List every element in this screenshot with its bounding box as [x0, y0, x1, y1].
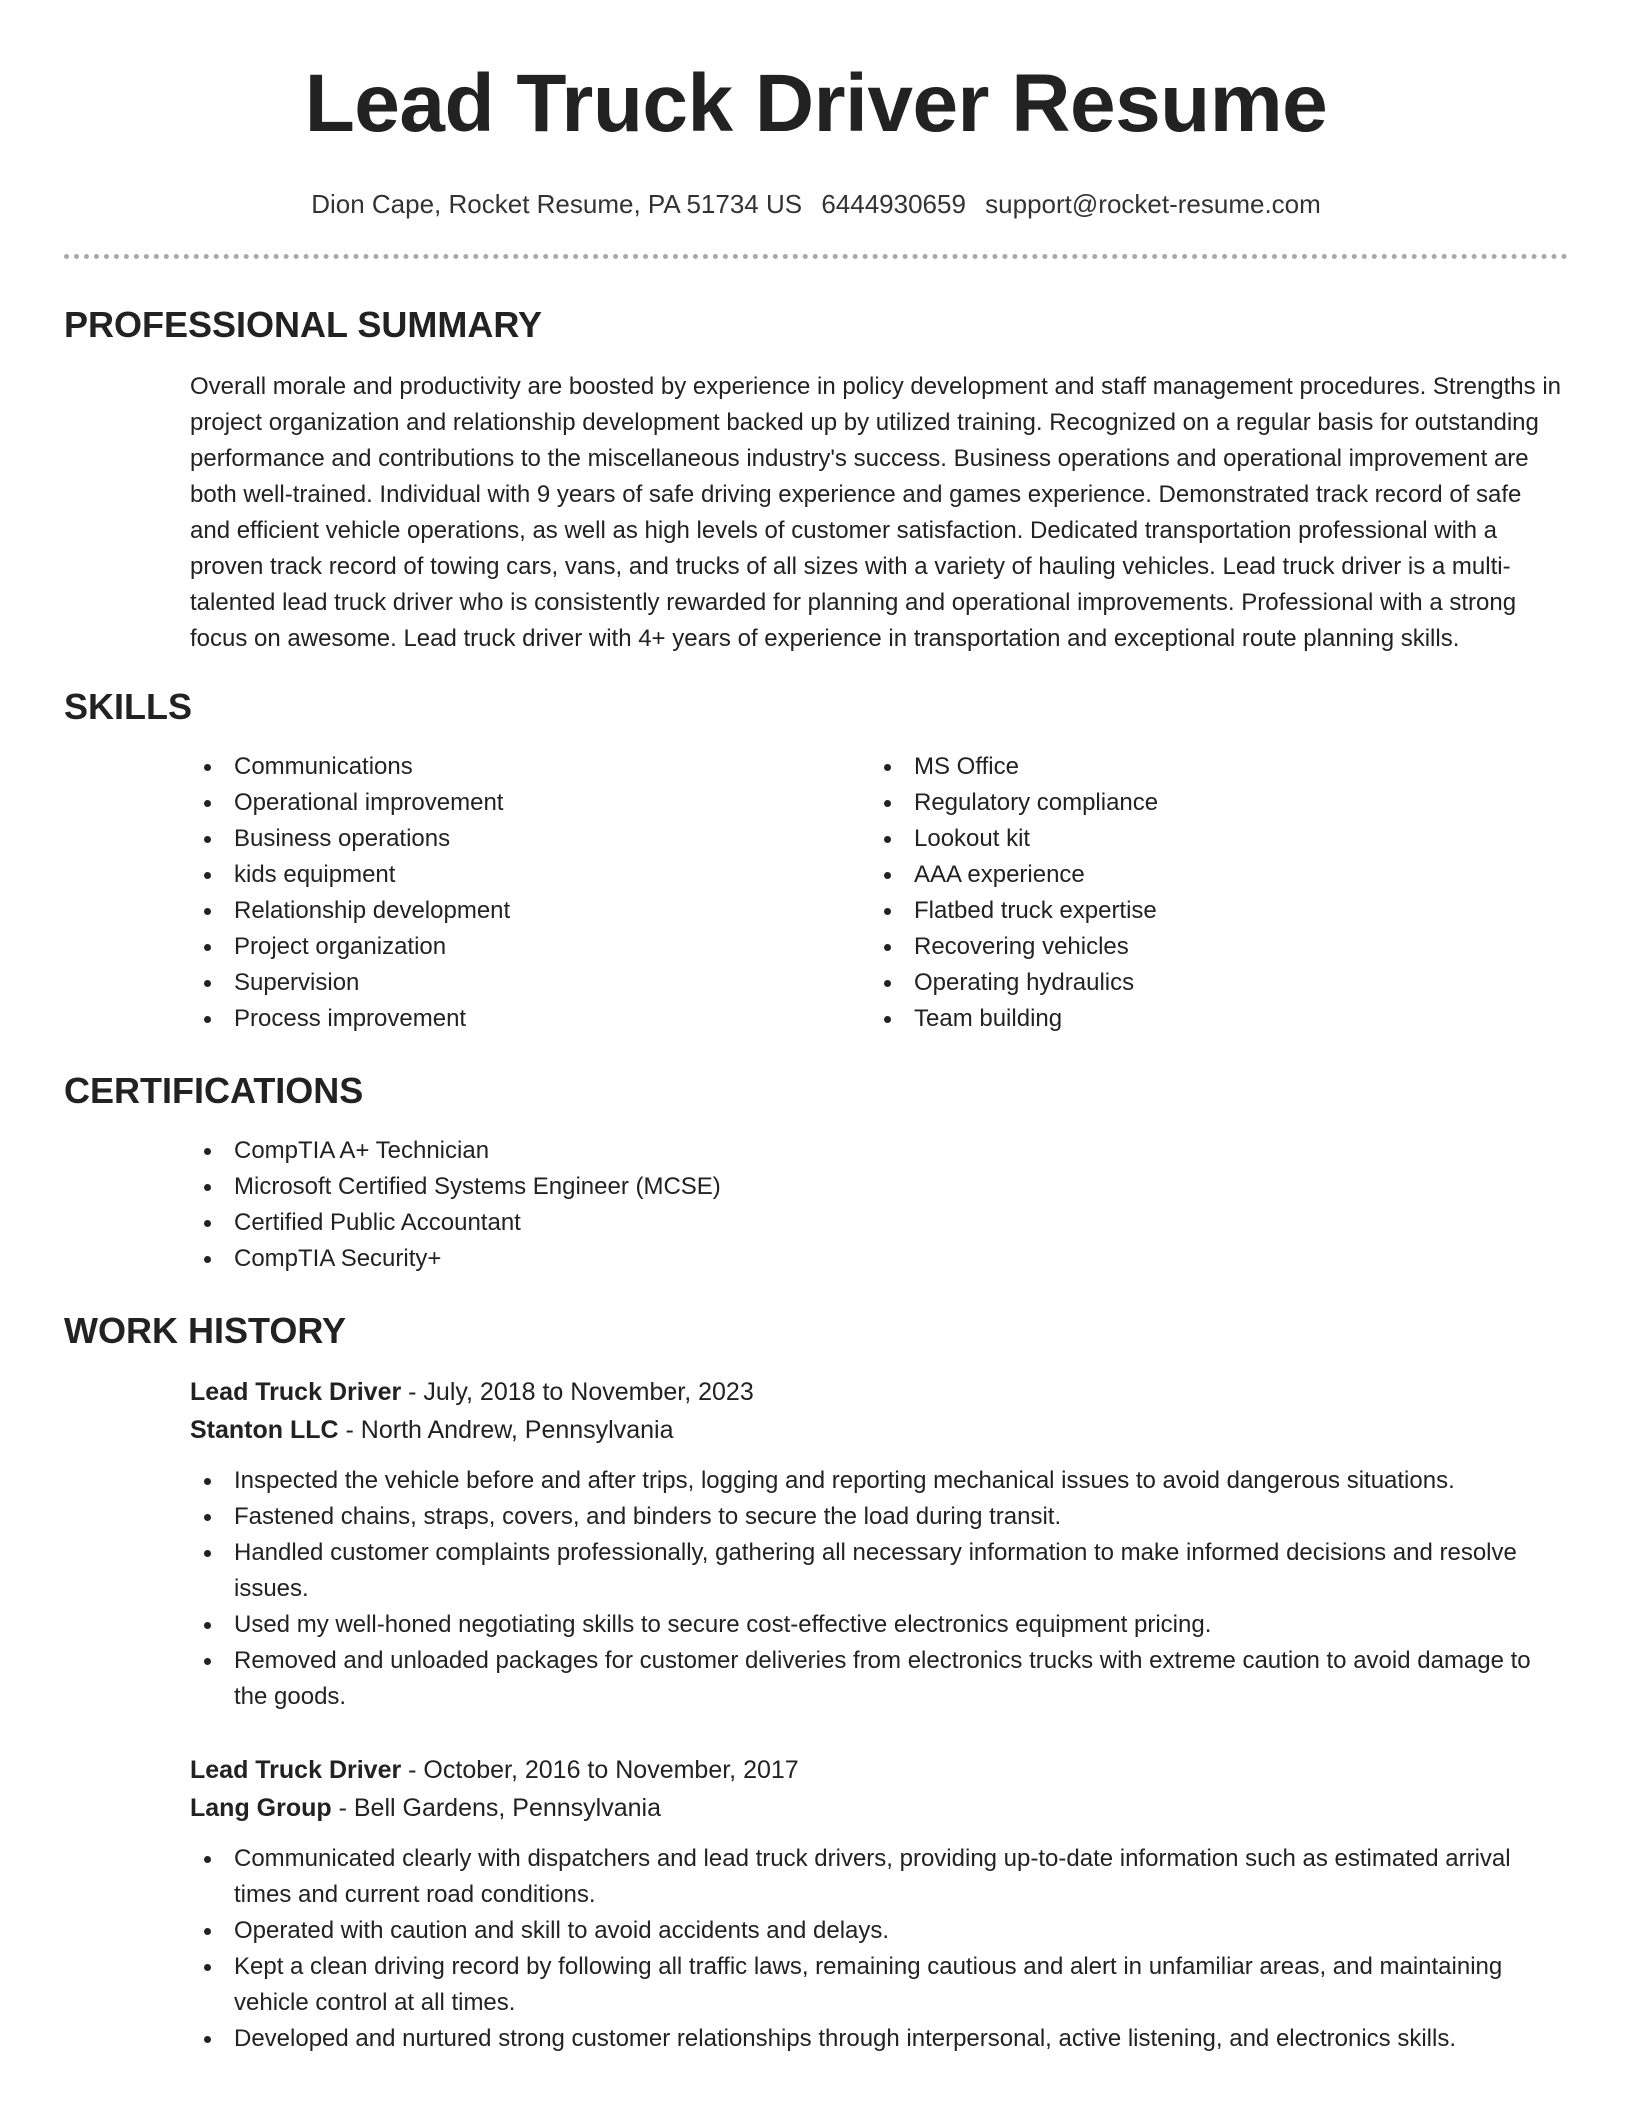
- certification-item: CompTIA A+ Technician: [190, 1133, 1568, 1169]
- job-duty: Communicated clearly with dispatchers and lead truck drivers, providing up-to-date information such as estimated arrival times and current road conditions.: [190, 1841, 1568, 1913]
- contact-phone: 6444930659: [821, 189, 966, 219]
- job-duty: Removed and unloaded packages for customer deliveries from electronics trucks with extreme caution to avoid damage to the goods.: [190, 1643, 1568, 1715]
- summary-text: Overall morale and productivity are boosted by experience in policy development and staff management procedures. Strengths in project organization and relationship development backed up by utilized training. Recognized on a regular basis for outstanding performance and contributions to the miscellaneous industry's success. Business operations and operational improvement are both well-trained. Individual with 9 years of safe driving experience and games experience. Demonstrated track record of safe and efficient vehicle operations, as well as high levels of customer satisfaction. Dedicated transportation professional with a proven track record of towing cars, vans, and trucks of all sizes with a variety of hauling vehicles. Lead truck driver is a multi-talented lead truck driver who is consistently rewarded for planning and operational improvements. Professional with a strong focus on awesome. Lead truck driver with 4+ years of experience in transportation and exceptional route planning skills.: [190, 373, 1561, 652]
- work-history-heading: WORK HISTORY: [64, 1310, 347, 1351]
- skill-item: Process improvement: [190, 1001, 870, 1037]
- job-entry: [190, 1373, 1568, 1715]
- skills-column-2: [870, 749, 1158, 1037]
- job-dates: - July, 2018 to November, 2023: [401, 1378, 754, 1406]
- job-duty: Fastened chains, straps, covers, and binders to secure the load during transit.: [190, 1499, 1568, 1535]
- job-company-line: [190, 1789, 1568, 1827]
- contact-address: Dion Cape, Rocket Resume, PA 51734 US: [311, 189, 803, 219]
- skill-item: Communications: [190, 749, 870, 785]
- job-company: Lang Group: [190, 1794, 332, 1822]
- contact-email: support@rocket-resume.com: [985, 189, 1321, 219]
- resume-page: [64, 0, 1568, 2057]
- skill-item: AAA experience: [870, 857, 1158, 893]
- job-duties: [190, 1463, 1568, 1715]
- skill-item: Flatbed truck expertise: [870, 893, 1158, 929]
- skill-item: Business operations: [190, 821, 870, 857]
- job-dates: - October, 2016 to November, 2017: [401, 1756, 799, 1784]
- certification-item: CompTIA Security+: [190, 1241, 1568, 1277]
- job-company-line: [190, 1411, 1568, 1449]
- job-title-line: [190, 1751, 1568, 1789]
- job-title-line: [190, 1373, 1568, 1411]
- skill-item: Project organization: [190, 929, 870, 965]
- job-duty: Developed and nurtured strong customer relationships through interpersonal, active listening, and electronics skills.: [190, 2021, 1568, 2057]
- certifications-heading: CERTIFICATIONS: [64, 1070, 364, 1111]
- job-location: - North Andrew, Pennsylvania: [338, 1416, 674, 1444]
- certification-item: Certified Public Accountant: [190, 1205, 1568, 1241]
- job-duty: Handled customer complaints professionally, gathering all necessary information to make informed decisions and resolve issues.: [190, 1535, 1568, 1607]
- skill-item: Recovering vehicles: [870, 929, 1158, 965]
- job-duty: Used my well-honed negotiating skills to secure cost-effective electronics equipment pricing.: [190, 1607, 1568, 1643]
- skill-item: Relationship development: [190, 893, 870, 929]
- certification-item: Microsoft Certified Systems Engineer (MCSE): [190, 1169, 1568, 1205]
- skill-item: Regulatory compliance: [870, 785, 1158, 821]
- skill-item: Operational improvement: [190, 785, 870, 821]
- contact-line: [64, 188, 1568, 220]
- certifications-list: [190, 1133, 1568, 1277]
- job-duty: Operated with caution and skill to avoid accidents and delays.: [190, 1913, 1568, 1949]
- summary-heading: PROFESSIONAL SUMMARY: [64, 304, 543, 345]
- skill-item: MS Office: [870, 749, 1158, 785]
- job-duty: Inspected the vehicle before and after trips, logging and reporting mechanical issues to avoid dangerous situations.: [190, 1463, 1568, 1499]
- skill-item: Operating hydraulics: [870, 965, 1158, 1001]
- header-divider: [64, 254, 1568, 259]
- skills-heading: SKILLS: [64, 686, 193, 727]
- job-location: - Bell Gardens, Pennsylvania: [331, 1794, 661, 1822]
- skills-column-1: [190, 749, 870, 1037]
- skill-item: Lookout kit: [870, 821, 1158, 857]
- skills-list: [190, 749, 1568, 1037]
- skill-item: kids equipment: [190, 857, 870, 893]
- job-entry: [190, 1751, 1568, 2057]
- job-company: Stanton LLC: [190, 1416, 339, 1444]
- skill-item: Supervision: [190, 965, 870, 1001]
- job-title: Lead Truck Driver: [190, 1756, 402, 1784]
- resume-title: Lead Truck Driver Resume: [304, 58, 1328, 149]
- job-duty: Kept a clean driving record by following all traffic laws, remaining cautious and alert in unfamiliar areas, and maintaining vehicle control at all times.: [190, 1949, 1568, 2021]
- skill-item: Team building: [870, 1001, 1158, 1037]
- job-duties: [190, 1841, 1568, 2057]
- job-title: Lead Truck Driver: [190, 1378, 402, 1406]
